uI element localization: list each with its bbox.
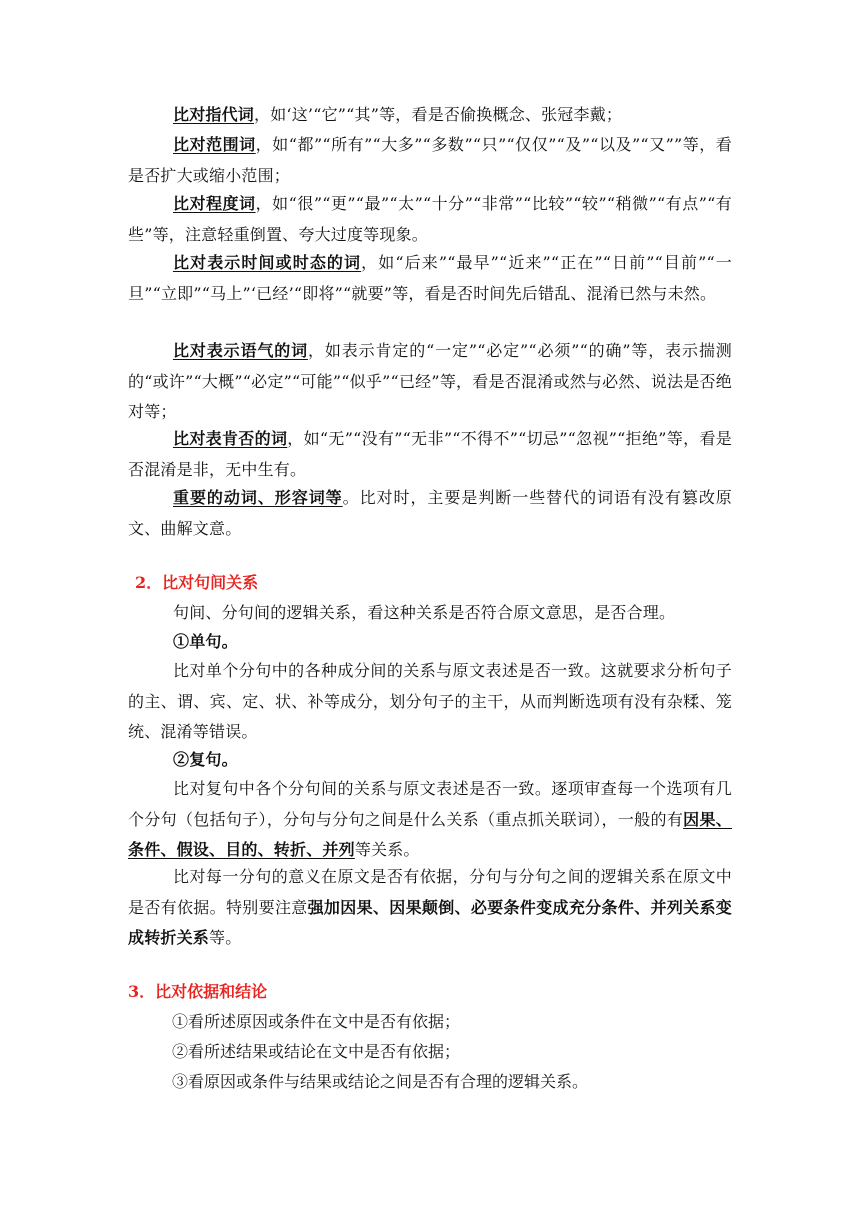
list-item: ②看所述结果或结论在文中是否有依据； xyxy=(172,1042,461,1061)
paragraph-text: ，如“后来”“最早”“近来”“正在”“日前”“目前”“一旦”“立即”“马上”‘已经’“即将”“就要”等，看是否时间先后错乱、混淆已然与未然。 xyxy=(128,253,733,303)
term-scope-words: 比对范围词 xyxy=(173,135,256,154)
paragraph-text: 。比对时，主要是判断一些替代的词语有没有篡改原文、曲解文意。 xyxy=(128,488,732,538)
term-mood-words: 比对表示语气的词 xyxy=(173,341,308,360)
list-item: ①看所述原因或条件在文中是否有依据； xyxy=(172,1012,461,1031)
paragraph-complex-sentence xyxy=(128,774,732,866)
paragraph-mood-words xyxy=(128,336,732,428)
paragraph-time-words xyxy=(128,248,732,309)
subheading-simple-sentence: ①单句。 xyxy=(173,632,238,651)
list-item: ③看原因或条件与结果或结论之间是否有合理的逻辑关系。 xyxy=(172,1072,589,1091)
paragraph-text: ，如“很”“更”“最”“太”“十分”“非常”“比较”“较”“稍微”“有点”“有些”等，注意轻重倒置、夸大过度等现象。 xyxy=(128,194,732,244)
emphasis-common-errors: 强加因果、因果颠倒、必要条件变成充分条件、并列关系变成转折关系 xyxy=(128,897,733,947)
paragraph-scope-words xyxy=(128,130,732,191)
paragraph-text: 比对每一分句的意义在原文是否有依据，分句与分句之间的逻辑关系在原文中是否有依据。特别要注意 xyxy=(128,867,732,917)
paragraph-text: ，如“都”“所有”“大多”“多数”“只”“仅仅”“及”“以及”“又””等，看是否扩大或缩小范围； xyxy=(128,135,732,185)
paragraph-logic-basis xyxy=(128,862,732,954)
term-verbs-adjectives: 重要的动词、形容词等 xyxy=(173,488,343,507)
subheading-complex-sentence: ②复句。 xyxy=(173,750,238,769)
paragraph-text: ，如‘这’“它”“其”等，看是否偷换概念、张冠李戴； xyxy=(254,105,623,124)
paragraph-text: ，如“无”“没有”“无非”“不得不”“切忌”“忽视”“拒绝”等，看是否混淆是非，无中生有。 xyxy=(128,429,732,479)
paragraph-simple-sentence: 比对单个分句中的各种成分间的关系与原文表述是否一致。这就要求分析句子的主、谓、宾、定、状、补等成分，划分句子的主干，从而判断选项有没有杂糅、笼统、混淆等错误。 xyxy=(128,661,732,741)
emphasis-relation-types: 因果、条件、假设、目的、转折、并列 xyxy=(128,809,732,859)
term-affirm-negate-words: 比对表肯否的词 xyxy=(173,429,288,448)
paragraph-text: ，如表示肯定的“一定”“必定”“必须”“的确”等，表示揣测的“或许”“大概”“必定”“可能”“似乎”“已经”等，看是否混淆或然与必然、说法是否绝对等； xyxy=(128,341,732,421)
paragraph-relations-intro: 句间、分句间的逻辑关系，看这种关系是否符合原文意思，是否合理。 xyxy=(173,603,676,622)
section-heading-sentence-relations: 2．比对句间关系 xyxy=(135,573,259,592)
paragraph-text: 等关系。 xyxy=(354,840,420,859)
term-time-words: 比对表示时间或时态的词 xyxy=(173,253,362,272)
paragraph-verbs-adjectives xyxy=(128,483,732,544)
paragraph-affirm-negate-words xyxy=(128,424,732,485)
paragraph-text: 比对复句中各个分句间的关系与原文表述是否一致。逐项审查每一个选项有几个分句（包括句子），分句与分句之间是什么关系（重点抓关联词），一般的有 xyxy=(128,779,732,829)
paragraph-degree-words xyxy=(128,189,732,250)
paragraph-text: 等。 xyxy=(209,928,242,947)
paragraph-pronouns xyxy=(128,100,732,131)
section-heading-basis-conclusion: 3．比对依据和结论 xyxy=(128,982,268,1001)
term-pronouns: 比对指代词 xyxy=(173,105,255,124)
term-degree-words: 比对程度词 xyxy=(173,194,256,213)
